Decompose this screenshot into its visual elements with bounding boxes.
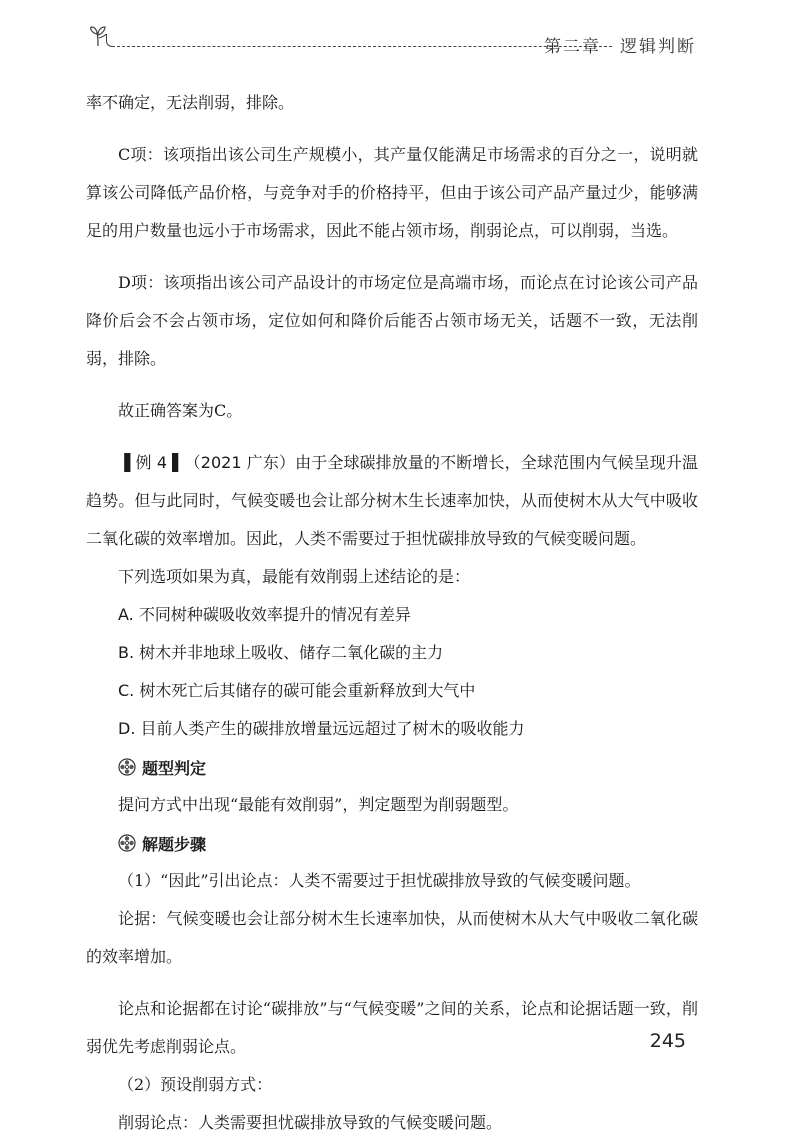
type-section-text: 提问方式中出现“最能有效削弱”，判定题型为削弱题型。	[118, 795, 519, 814]
page-number: 245	[649, 1030, 686, 1052]
type-section-title: 题型判定	[142, 758, 207, 778]
answer-line: 故正确答案为C。	[118, 401, 243, 420]
example-source: （2021 广东）	[184, 453, 296, 472]
example-stem-text: 由于全球碳排放量的不断增长，全球范围内气候呈现升温趋势。但与此同时，气候变暖也会让部分树木生长速率加快，从而使树木从大气中吸收二氧化碳的效率增加。因此，人类不需要过于担忧碳排放导致的气候变暖问题。	[86, 453, 698, 548]
chapter-title: 第二章 逻辑判断	[544, 37, 696, 57]
evidence: 论据：气候变暖也会让部分树木生长速率加快，从而使树木从大气中吸收二氧化碳的效率增加。	[86, 909, 698, 966]
step-2: （2）预设削弱方式：	[118, 1075, 273, 1094]
paragraph-option-d: D项：该项指出该公司产品设计的市场定位是高端市场，而论点在讨论该公司产品降价后会不会占领市场，定位如何和降价后能否占领市场无关，话题不一致，无法削弱，排除。	[86, 273, 698, 368]
relation: 论点和论据都在讨论“碳排放”与“气候变暖”之间的关系，论点和论据话题一致，削弱优先考虑削弱论点。	[86, 999, 698, 1056]
example-label-bracket-close: ▌	[167, 453, 185, 472]
option-c: C. 树木死亡后其储存的碳可能会重新释放到大气中	[118, 681, 476, 700]
flower-icon	[118, 758, 136, 776]
example-label: 例 4	[135, 453, 168, 472]
example-label-bracket-open: ▐	[118, 453, 136, 472]
option-a: A. 不同树种碳吸收效率提升的情况有差异	[118, 605, 411, 624]
paragraph-option-c: C项：该项指出该公司生产规模小，其产量仅能满足市场需求的百分之一，说明就算该公司降低产品价格，与竞争对手的价格持平，但由于该公司产品产量过少，能够满足的用户数量也远小于市场需求，因此不能占领市场，削弱论点，可以削弱，当选。	[86, 145, 698, 240]
weaken-claim: 削弱论点：人类需要担忧碳排放导致的气候变暖问题。	[118, 1113, 503, 1132]
running-header	[86, 24, 696, 60]
flower-icon	[118, 834, 136, 852]
example-question: 下列选项如果为真，最能有效削弱上述结论的是：	[118, 567, 471, 586]
steps-section-heading	[86, 824, 698, 862]
page-content	[86, 84, 698, 1142]
step-1: （1）“因此”引出论点：人类不需要过于担忧碳排放导致的气候变暖问题。	[118, 871, 641, 890]
header-rule	[112, 46, 612, 47]
option-b: B. 树木并非地球上吸收、储存二氧化碳的主力	[118, 643, 444, 662]
example-stem	[86, 444, 698, 558]
steps-section-title: 解题步骤	[142, 834, 207, 854]
paragraph-b-end: 率不确定，无法削弱，排除。	[86, 93, 295, 112]
type-section-heading	[86, 748, 698, 786]
option-d: D. 目前人类产生的碳排放增量远远超过了树木的吸收能力	[118, 719, 525, 738]
